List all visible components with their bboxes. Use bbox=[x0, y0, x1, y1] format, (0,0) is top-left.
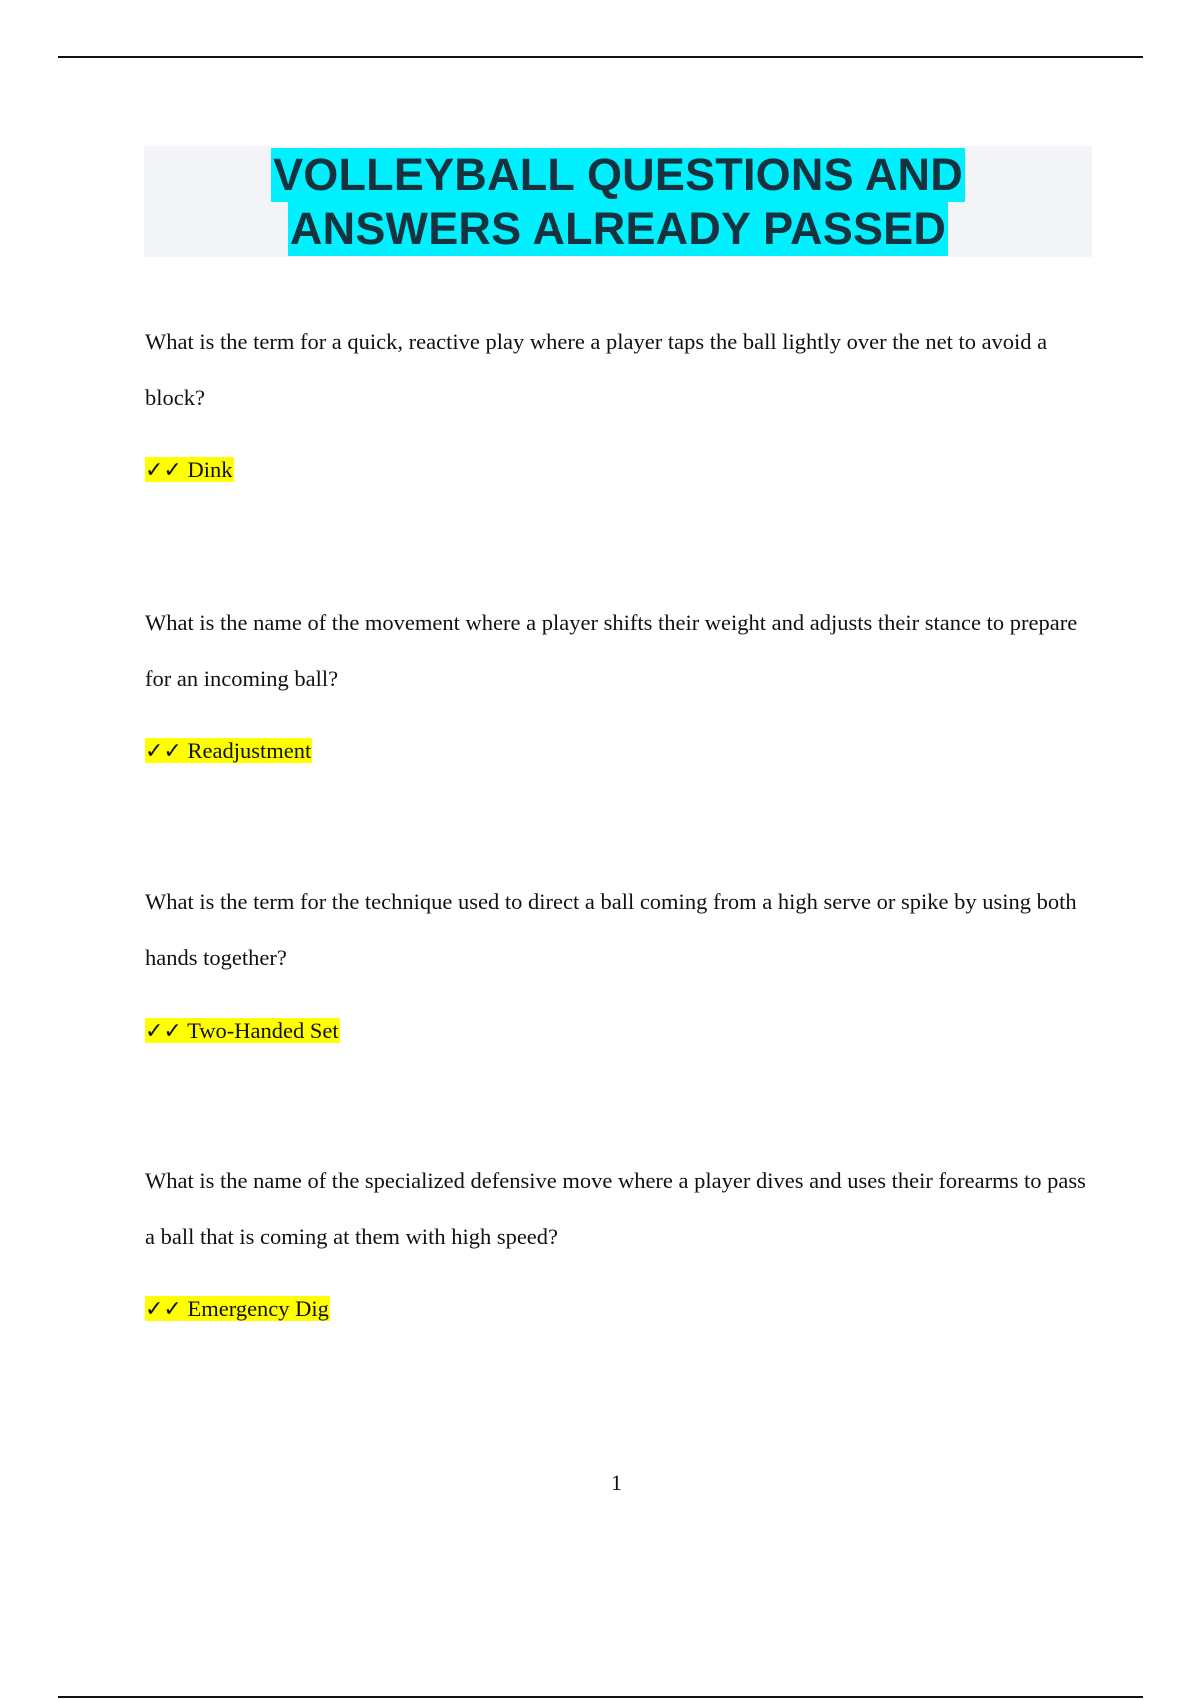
checkmark-icon: ✓✓ bbox=[145, 458, 182, 483]
answer-text: Emergency Dig bbox=[187, 1296, 329, 1321]
answer-highlight bbox=[145, 1296, 330, 1321]
document-title bbox=[144, 146, 1092, 257]
title-line-2: ANSWERS ALREADY PASSED bbox=[289, 202, 947, 254]
answer bbox=[145, 734, 312, 769]
answer-text: Dink bbox=[187, 457, 233, 482]
question-text: What is the term for a quick, reactive play where a player taps the ball lightly over the net to avoid a block? bbox=[145, 329, 1048, 410]
answer bbox=[145, 453, 234, 488]
checkmark-icon: ✓✓ bbox=[145, 1019, 182, 1044]
question-text: What is the name of the specialized defensive move where a player dives and uses their forearms to pass a ball that is coming at them with high speed? bbox=[145, 1168, 1086, 1249]
question-text: What is the term for the technique used to direct a ball coming from a high serve or spike by using both hands together? bbox=[145, 889, 1077, 970]
checkmark-icon: ✓✓ bbox=[145, 1297, 182, 1322]
answer-text: Two-Handed Set bbox=[187, 1018, 339, 1043]
qa-item-3 bbox=[145, 874, 1095, 1044]
footer-rule bbox=[58, 1696, 1143, 1698]
answer-text: Readjustment bbox=[187, 738, 312, 763]
qa-item-2 bbox=[145, 595, 1095, 764]
title-line-1: VOLLEYBALL QUESTIONS AND bbox=[273, 148, 963, 200]
answer-highlight bbox=[145, 1018, 340, 1043]
qa-item-4 bbox=[145, 1153, 1095, 1322]
header-rule bbox=[58, 56, 1143, 58]
answer-highlight bbox=[145, 738, 312, 763]
question-text: What is the name of the movement where a player shifts their weight and adjusts their stance to prepare for an incoming ball? bbox=[145, 610, 1078, 691]
qa-item-1 bbox=[145, 314, 1095, 483]
checkmark-icon: ✓✓ bbox=[145, 739, 182, 764]
answer-highlight bbox=[145, 457, 234, 482]
answer bbox=[145, 1014, 340, 1049]
answer bbox=[145, 1292, 330, 1327]
page-number: 1 bbox=[611, 1470, 622, 1495]
